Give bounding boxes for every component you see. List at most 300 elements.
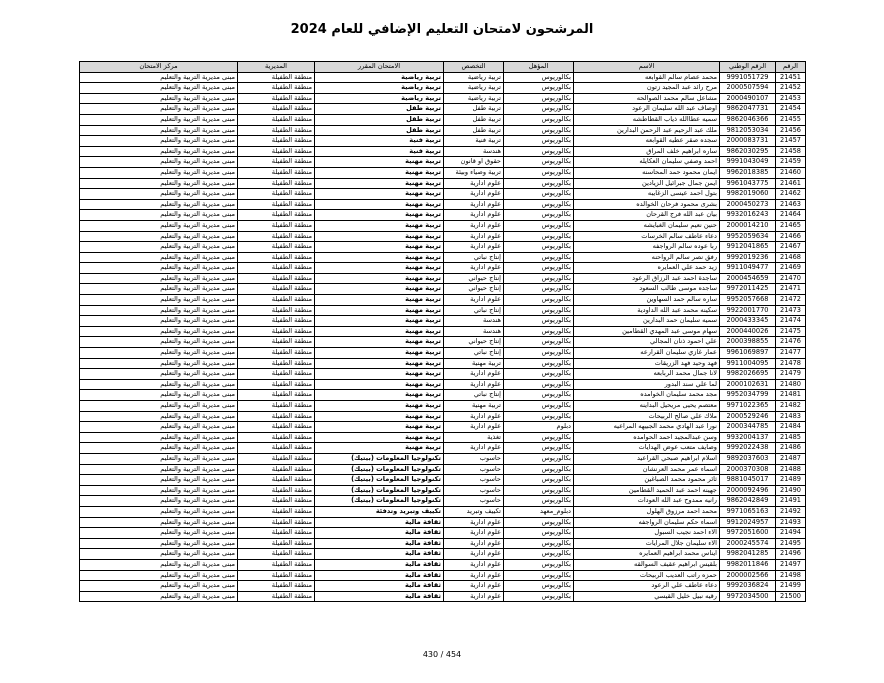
- cell-specialization: علوم ادارية: [444, 189, 504, 200]
- cell-national-id: 9972011425: [720, 284, 776, 295]
- cell-qualification: بكالوريوس: [504, 273, 574, 284]
- cell-exam: تربية مهنية: [315, 411, 444, 422]
- table-row: [80, 252, 806, 263]
- table-row: [80, 284, 806, 295]
- cell-exam: ثقافة مالية: [315, 517, 444, 528]
- cell-qualification: بكالوريوس: [504, 284, 574, 295]
- cell-exam-center: مبنى مديرية التربية والتعليم: [80, 157, 238, 168]
- cell-number: 21454: [776, 104, 806, 115]
- cell-qualification: بكالوريوس: [504, 379, 574, 390]
- cell-qualification: بكالوريوس: [504, 305, 574, 316]
- cell-number: 21485: [776, 432, 806, 443]
- cell-name: دعاء عاطف علي الرعود: [574, 581, 720, 592]
- cell-specialization: تربية وصياء وبيئة: [444, 167, 504, 178]
- cell-specialization: علوم ادارية: [444, 411, 504, 422]
- cell-qualification: بكالوريوس: [504, 178, 574, 189]
- cell-number: 21500: [776, 591, 806, 602]
- cell-specialization: علوم ادارية: [444, 178, 504, 189]
- table-row: [80, 157, 806, 168]
- cell-qualification: دبلوم: [504, 422, 574, 433]
- cell-specialization: إنتاج حيواني: [444, 284, 504, 295]
- cell-number: 21473: [776, 305, 806, 316]
- cell-qualification: بكالوريوس: [504, 464, 574, 475]
- column-header-national-id: الرقم الوطني: [720, 62, 776, 73]
- cell-qualification: بكالوريوس: [504, 72, 574, 83]
- cell-exam: ثقافة مالية: [315, 570, 444, 581]
- cell-name: الاء احمد نجيب السبول: [574, 528, 720, 539]
- cell-specialization: علوم ادارية: [444, 581, 504, 592]
- cell-name: اسماء عمر محمد العرنشان: [574, 464, 720, 475]
- cell-national-id: 9912041865: [720, 242, 776, 253]
- cell-number: 21471: [776, 284, 806, 295]
- cell-national-id: 2000014210: [720, 220, 776, 231]
- cell-name: اسلام ابراهيم صبحي القراعيد: [574, 453, 720, 464]
- cell-exam: تربية مهنية: [315, 390, 444, 401]
- column-header-exam: الامتحان المقرر: [315, 62, 444, 73]
- cell-national-id: 2000370308: [720, 464, 776, 475]
- table-header-row: [80, 62, 806, 73]
- cell-exam-center: مبنى مديرية التربية والتعليم: [80, 453, 238, 464]
- cell-exam-center: مبنى مديرية التربية والتعليم: [80, 189, 238, 200]
- cell-qualification: بكالوريوس: [504, 591, 574, 602]
- cell-exam-center: مبنى مديرية التربية والتعليم: [80, 337, 238, 348]
- cell-qualification: بكالوريوس: [504, 316, 574, 327]
- table-row: [80, 358, 806, 369]
- cell-name: ساجده موسى طالب السعود: [574, 284, 720, 295]
- table-row: [80, 146, 806, 157]
- cell-specialization: هندسة: [444, 326, 504, 337]
- cell-exam-center: مبنى مديرية التربية والتعليم: [80, 136, 238, 147]
- cell-qualification: بكالوريوس: [504, 337, 574, 348]
- cell-exam: تربية مهنية: [315, 316, 444, 327]
- table-row: [80, 83, 806, 94]
- cell-directorate: منطقة الطفيلة: [238, 570, 315, 581]
- cell-directorate: منطقة الطفيلة: [238, 178, 315, 189]
- cell-exam-center: مبنى مديرية التربية والتعليم: [80, 570, 238, 581]
- cell-directorate: منطقة الطفيلة: [238, 326, 315, 337]
- cell-specialization: تربية رياضية: [444, 83, 504, 94]
- cell-number: 21463: [776, 199, 806, 210]
- cell-exam: تربية مهنية: [315, 358, 444, 369]
- cell-national-id: 9991043049: [720, 157, 776, 168]
- cell-exam: تربية طفل: [315, 114, 444, 125]
- cell-number: 21458: [776, 146, 806, 157]
- cell-directorate: منطقة الطفيلة: [238, 379, 315, 390]
- cell-specialization: تغذية: [444, 432, 504, 443]
- cell-exam: تكنولوجيا المعلومات (بيتيك): [315, 475, 444, 486]
- cell-exam: ثقافة مالية: [315, 549, 444, 560]
- cell-number: 21491: [776, 496, 806, 507]
- table-row: [80, 453, 806, 464]
- cell-number: 21476: [776, 337, 806, 348]
- cell-directorate: منطقة الطفيلة: [238, 93, 315, 104]
- cell-name: محمد احمد مرزوق الهلول: [574, 506, 720, 517]
- cell-national-id: 9972034500: [720, 591, 776, 602]
- cell-directorate: منطقة الطفيلة: [238, 432, 315, 443]
- cell-number: 21480: [776, 379, 806, 390]
- cell-national-id: 9862042849: [720, 496, 776, 507]
- cell-national-id: 9962018385: [720, 167, 776, 178]
- column-header-number: الرقم: [776, 62, 806, 73]
- cell-exam: تربية مهنية: [315, 432, 444, 443]
- cell-specialization: تربية رياضية: [444, 72, 504, 83]
- table-row: [80, 369, 806, 380]
- cell-qualification: بكالوريوس: [504, 496, 574, 507]
- table-row: [80, 379, 806, 390]
- cell-directorate: منطقة الطفيلة: [238, 453, 315, 464]
- cell-specialization: علوم ادارية: [444, 528, 504, 539]
- cell-national-id: 9911049477: [720, 263, 776, 274]
- cell-number: 21457: [776, 136, 806, 147]
- cell-name: زيد حمد علي العمايره: [574, 263, 720, 274]
- table-row: [80, 167, 806, 178]
- cell-national-id: 9932004137: [720, 432, 776, 443]
- table-row: [80, 178, 806, 189]
- cell-qualification: بكالوريوس: [504, 453, 574, 464]
- cell-national-id: 9982026695: [720, 369, 776, 380]
- cell-specialization: علوم ادارية: [444, 295, 504, 306]
- table-row: [80, 496, 806, 507]
- cell-exam: ثقافة مالية: [315, 538, 444, 549]
- cell-name: محمد عصام سالم القوابعه: [574, 72, 720, 83]
- cell-number: 21470: [776, 273, 806, 284]
- table-row: [80, 114, 806, 125]
- cell-name: جهينه احمد عبد الحميد القطامين: [574, 485, 720, 496]
- cell-directorate: منطقة الطفيلة: [238, 517, 315, 528]
- cell-specialization: علوم ادارية: [444, 549, 504, 560]
- cell-exam: تربية مهنية: [315, 231, 444, 242]
- cell-number: 21451: [776, 72, 806, 83]
- table-row: [80, 581, 806, 592]
- cell-exam-center: مبنى مديرية التربية والتعليم: [80, 517, 238, 528]
- cell-directorate: منطقة الطفيلة: [238, 72, 315, 83]
- cell-exam: تربية رياضية: [315, 83, 444, 94]
- cell-exam: تكنولوجيا المعلومات (بيتيك): [315, 485, 444, 496]
- cell-directorate: منطقة الطفيلة: [238, 422, 315, 433]
- cell-exam: تربية مهنية: [315, 401, 444, 412]
- cell-name: سهام موسى عبد المهدي القطامين: [574, 326, 720, 337]
- cell-exam-center: مبنى مديرية التربية والتعليم: [80, 348, 238, 359]
- table-row: [80, 559, 806, 570]
- cell-qualification: بكالوريوس: [504, 157, 574, 168]
- cell-directorate: منطقة الطفيلة: [238, 295, 315, 306]
- cell-number: 21483: [776, 411, 806, 422]
- cell-exam: تربية مهنية: [315, 263, 444, 274]
- cell-specialization: حقوق او قانون: [444, 157, 504, 168]
- cell-specialization: تربية مهنية: [444, 358, 504, 369]
- cell-number: 21490: [776, 485, 806, 496]
- cell-number: 21477: [776, 348, 806, 359]
- cell-specialization: إنتاج نباتي: [444, 305, 504, 316]
- cell-qualification: بكالوريوس: [504, 528, 574, 539]
- cell-exam-center: مبنى مديرية التربية والتعليم: [80, 485, 238, 496]
- table-row: [80, 326, 806, 337]
- cell-national-id: 9911004095: [720, 358, 776, 369]
- cell-name: رانيه ممدوح عبد الله العودات: [574, 496, 720, 507]
- cell-exam: تربية فنية: [315, 146, 444, 157]
- cell-exam-center: مبنى مديرية التربية والتعليم: [80, 199, 238, 210]
- cell-qualification: بكالوريوس: [504, 136, 574, 147]
- cell-qualification: بكالوريوس: [504, 326, 574, 337]
- cell-qualification: بكالوريوس: [504, 295, 574, 306]
- cell-specialization: علوم ادارية: [444, 263, 504, 274]
- cell-directorate: منطقة الطفيلة: [238, 369, 315, 380]
- cell-directorate: منطقة الطفيلة: [238, 189, 315, 200]
- cell-directorate: منطقة الطفيلة: [238, 496, 315, 507]
- cell-number: 21488: [776, 464, 806, 475]
- cell-qualification: بكالوريوس: [504, 443, 574, 454]
- cell-national-id: 9862046366: [720, 114, 776, 125]
- cell-exam: تكنولوجيا المعلومات (بيتيك): [315, 496, 444, 507]
- table-row: [80, 263, 806, 274]
- cell-name: علي احمود ذنان المجالي: [574, 337, 720, 348]
- cell-national-id: 9862030295: [720, 146, 776, 157]
- cell-national-id: 2000083731: [720, 136, 776, 147]
- cell-number: 21466: [776, 231, 806, 242]
- cell-exam-center: مبنى مديرية التربية والتعليم: [80, 528, 238, 539]
- cell-number: 21489: [776, 475, 806, 486]
- cell-specialization: تربية مهنية: [444, 401, 504, 412]
- cell-qualification: بكالوريوس: [504, 570, 574, 581]
- cell-number: 21494: [776, 528, 806, 539]
- cell-specialization: هندسة: [444, 316, 504, 327]
- cell-name: ايمن جمال جبرائيل الزيادين: [574, 178, 720, 189]
- cell-exam-center: مبنى مديرية التربية والتعليم: [80, 114, 238, 125]
- table-row: [80, 549, 806, 560]
- cell-specialization: علوم ادارية: [444, 538, 504, 549]
- cell-exam: تربية طفل: [315, 104, 444, 115]
- cell-exam: تكنولوجيا المعلومات (بيتيك): [315, 453, 444, 464]
- cell-directorate: منطقة الطفيلة: [238, 316, 315, 327]
- cell-exam-center: مبنى مديرية التربية والتعليم: [80, 273, 238, 284]
- cell-national-id: 2000490107: [720, 93, 776, 104]
- table-row: [80, 210, 806, 221]
- cell-name: بتول احمد عيسى الزغايبه: [574, 189, 720, 200]
- cell-name: ملك عبد الرحيم عبد الرحمن البدارين: [574, 125, 720, 136]
- cell-national-id: 9922001770: [720, 305, 776, 316]
- cell-qualification: بكالوريوس: [504, 231, 574, 242]
- cell-qualification: بكالوريوس: [504, 104, 574, 115]
- cell-number: 21499: [776, 581, 806, 592]
- cell-number: 21481: [776, 390, 806, 401]
- cell-directorate: منطقة الطفيلة: [238, 104, 315, 115]
- cell-exam-center: مبنى مديرية التربية والتعليم: [80, 146, 238, 157]
- cell-name: سكينه محمد عبد الله الداودية: [574, 305, 720, 316]
- table-row: [80, 570, 806, 581]
- cell-directorate: منطقة الطفيلة: [238, 242, 315, 253]
- cell-name: ايناس محمد ابراهيم العمايره: [574, 549, 720, 560]
- cell-national-id: 9992019236: [720, 252, 776, 263]
- cell-qualification: بكالوريوس: [504, 114, 574, 125]
- cell-qualification: بكالوريوس: [504, 348, 574, 359]
- cell-national-id: 9961069897: [720, 348, 776, 359]
- cell-specialization: حاسوب: [444, 496, 504, 507]
- cell-national-id: 2000344785: [720, 422, 776, 433]
- cell-qualification: بكالوريوس: [504, 559, 574, 570]
- cell-qualification: بكالوريوس: [504, 252, 574, 263]
- cell-national-id: 2000245574: [720, 538, 776, 549]
- cell-specialization: تكييف وتبريد: [444, 506, 504, 517]
- cell-national-id: 2000102631: [720, 379, 776, 390]
- cell-exam-center: مبنى مديرية التربية والتعليم: [80, 83, 238, 94]
- cell-number: 21496: [776, 549, 806, 560]
- cell-number: 21475: [776, 326, 806, 337]
- table-row: [80, 231, 806, 242]
- cell-directorate: منطقة الطفيلة: [238, 443, 315, 454]
- cell-number: 21465: [776, 220, 806, 231]
- cell-name: فهد وحيد فهد الزريقات: [574, 358, 720, 369]
- table-row: [80, 528, 806, 539]
- cell-name: ربا عوده سالم الرواجفه: [574, 242, 720, 253]
- cell-name: اسماء حكم سليمان الرواجفه: [574, 517, 720, 528]
- table-row: [80, 591, 806, 602]
- cell-specialization: تربية طفل: [444, 104, 504, 115]
- cell-directorate: منطقة الطفيلة: [238, 538, 315, 549]
- table-row: [80, 93, 806, 104]
- cell-number: 21486: [776, 443, 806, 454]
- cell-national-id: 9982011846: [720, 559, 776, 570]
- cell-directorate: منطقة الطفيلة: [238, 559, 315, 570]
- cell-name: سجده صقر عطيه القوابعه: [574, 136, 720, 147]
- cell-directorate: منطقة الطفيلة: [238, 581, 315, 592]
- cell-qualification: بكالوريوس: [504, 199, 574, 210]
- cell-national-id: 2000092496: [720, 485, 776, 496]
- cell-national-id: 9812053034: [720, 125, 776, 136]
- table-row: [80, 337, 806, 348]
- cell-specialization: تربية رياضية: [444, 93, 504, 104]
- cell-exam-center: مبنى مديرية التربية والتعليم: [80, 422, 238, 433]
- table-row: [80, 538, 806, 549]
- table-row: [80, 72, 806, 83]
- cell-exam: تربية مهنية: [315, 379, 444, 390]
- cell-specialization: علوم ادارية: [444, 369, 504, 380]
- cell-exam: تربية مهنية: [315, 422, 444, 433]
- cell-specialization: علوم ادارية: [444, 517, 504, 528]
- cell-specialization: هندسة: [444, 146, 504, 157]
- cell-exam: تربية رياضية: [315, 72, 444, 83]
- cell-exam-center: مبنى مديرية التربية والتعليم: [80, 326, 238, 337]
- cell-exam: تربية مهنية: [315, 220, 444, 231]
- cell-exam-center: مبنى مديرية التربية والتعليم: [80, 581, 238, 592]
- cell-number: 21495: [776, 538, 806, 549]
- cell-name: رقيه نبيل خليل القيسي: [574, 591, 720, 602]
- cell-exam-center: مبنى مديرية التربية والتعليم: [80, 496, 238, 507]
- cell-specialization: علوم ادارية: [444, 199, 504, 210]
- cell-number: 21469: [776, 263, 806, 274]
- cell-name: ثائر محمود محمد الصباغين: [574, 475, 720, 486]
- cell-directorate: منطقة الطفيلة: [238, 305, 315, 316]
- cell-name: رفق نصر سالم الرواحنه: [574, 252, 720, 263]
- cell-specialization: علوم ادارية: [444, 559, 504, 570]
- cell-directorate: منطقة الطفيلة: [238, 591, 315, 602]
- cell-number: 21459: [776, 157, 806, 168]
- cell-directorate: منطقة الطفيلة: [238, 337, 315, 348]
- cell-exam-center: مبنى مديرية التربية والتعليم: [80, 506, 238, 517]
- cell-exam-center: مبنى مديرية التربية والتعليم: [80, 210, 238, 221]
- candidates-table: [79, 61, 806, 602]
- cell-exam-center: مبنى مديرية التربية والتعليم: [80, 443, 238, 454]
- cell-name: وسن عبدالمجيد احمد الحوامده: [574, 432, 720, 443]
- cell-exam: تربية مهنية: [315, 199, 444, 210]
- cell-directorate: منطقة الطفيلة: [238, 220, 315, 231]
- cell-national-id: 2000450273: [720, 199, 776, 210]
- cell-exam-center: مبنى مديرية التربية والتعليم: [80, 390, 238, 401]
- cell-name: اوصاف عبد الله سليمان الرعود: [574, 104, 720, 115]
- page-title: المرشحون لامتحان التعليم الإضافي للعام 2024: [290, 22, 594, 37]
- cell-exam: تربية مهنية: [315, 326, 444, 337]
- cell-exam: تربية طفل: [315, 125, 444, 136]
- cell-qualification: بكالوريوس: [504, 358, 574, 369]
- cell-specialization: علوم ادارية: [444, 379, 504, 390]
- cell-exam-center: مبنى مديرية التربية والتعليم: [80, 305, 238, 316]
- cell-specialization: إنتاج حيواني: [444, 273, 504, 284]
- cell-number: 21498: [776, 570, 806, 581]
- cell-directorate: منطقة الطفيلة: [238, 358, 315, 369]
- table-row: [80, 432, 806, 443]
- cell-national-id: 9971022365: [720, 401, 776, 412]
- cell-specialization: حاسوب: [444, 475, 504, 486]
- table-row: [80, 136, 806, 147]
- cell-number: 21456: [776, 125, 806, 136]
- column-header-directorate: المديرية: [238, 62, 315, 73]
- table-row: [80, 305, 806, 316]
- cell-number: 21479: [776, 369, 806, 380]
- cell-directorate: منطقة الطفيلة: [238, 136, 315, 147]
- cell-exam-center: مبنى مديرية التربية والتعليم: [80, 316, 238, 327]
- cell-name: مرح رائد عبد المجيد زتون: [574, 83, 720, 94]
- table-row: [80, 411, 806, 422]
- cell-national-id: 9932016243: [720, 210, 776, 221]
- cell-specialization: حاسوب: [444, 485, 504, 496]
- cell-directorate: منطقة الطفيلة: [238, 199, 315, 210]
- cell-name: مجد محمد سليمان الخوامده: [574, 390, 720, 401]
- cell-national-id: 9972051600: [720, 528, 776, 539]
- cell-exam-center: مبنى مديرية التربية والتعليم: [80, 93, 238, 104]
- cell-exam: تربية مهنية: [315, 210, 444, 221]
- cell-exam: تربية مهنية: [315, 369, 444, 380]
- cell-qualification: بكالوريوس: [504, 411, 574, 422]
- cell-national-id: 9982019060: [720, 189, 776, 200]
- cell-name: ايمان محمود حمد المحاسنه: [574, 167, 720, 178]
- cell-directorate: منطقة الطفيلة: [238, 549, 315, 560]
- cell-specialization: إنتاج نباتي: [444, 252, 504, 263]
- cell-directorate: منطقة الطفيلة: [238, 506, 315, 517]
- cell-directorate: منطقة الطفيلة: [238, 464, 315, 475]
- cell-number: 21468: [776, 252, 806, 263]
- cell-exam: ثقافة مالية: [315, 559, 444, 570]
- table-row: [80, 199, 806, 210]
- cell-qualification: بكالوريوس: [504, 189, 574, 200]
- cell-name: سميه سليمان حمد البدارين: [574, 316, 720, 327]
- cell-exam: ثقافة مالية: [315, 528, 444, 539]
- cell-qualification: بكالوريوس: [504, 517, 574, 528]
- cell-exam-center: مبنى مديرية التربية والتعليم: [80, 178, 238, 189]
- cell-name: لانا جمال محمد الربابعه: [574, 369, 720, 380]
- cell-directorate: منطقة الطفيلة: [238, 263, 315, 274]
- cell-qualification: بكالوريوس: [504, 390, 574, 401]
- cell-exam-center: مبنى مديرية التربية والتعليم: [80, 591, 238, 602]
- cell-directorate: منطقة الطفيلة: [238, 252, 315, 263]
- cell-national-id: 9982041285: [720, 549, 776, 560]
- cell-directorate: منطقة الطفيلة: [238, 167, 315, 178]
- cell-qualification: بكالوريوس: [504, 242, 574, 253]
- cell-number: 21492: [776, 506, 806, 517]
- cell-national-id: 2000454659: [720, 273, 776, 284]
- table-row: [80, 189, 806, 200]
- cell-name: ساجدة احمد عبد الرزاق الرعود: [574, 273, 720, 284]
- cell-number: 21453: [776, 93, 806, 104]
- column-header-exam-center: مركز الامتحان: [80, 62, 238, 73]
